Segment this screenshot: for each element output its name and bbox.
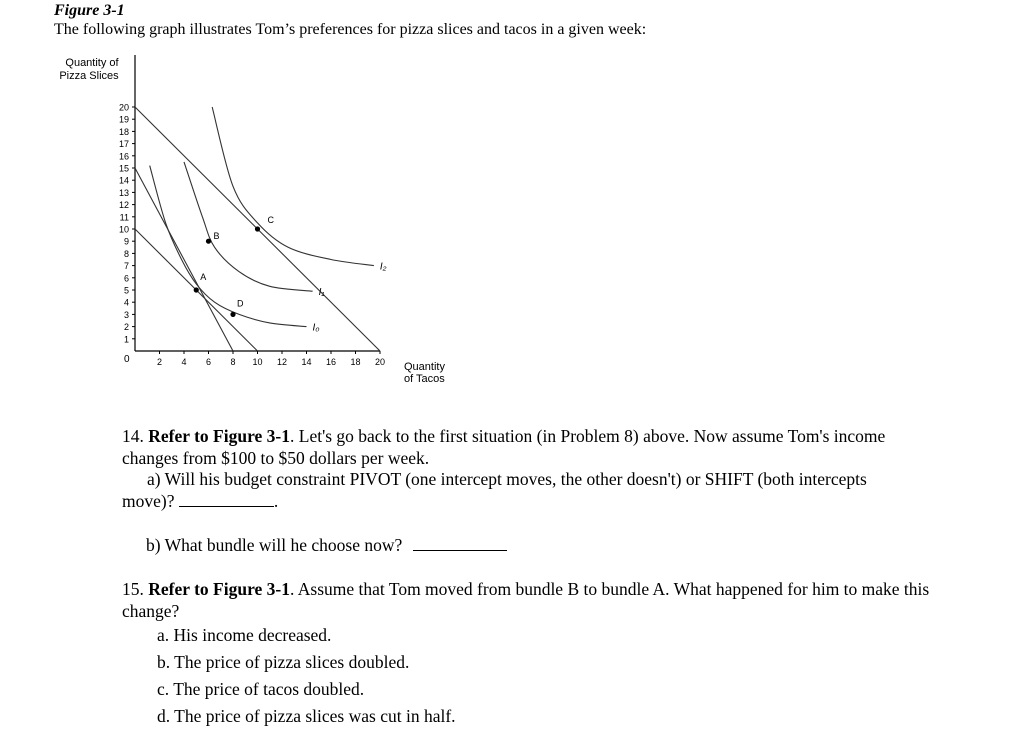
question-14b bbox=[146, 534, 507, 556]
q14b-text: b) What bundle will he choose now? bbox=[146, 535, 403, 555]
bundle-point bbox=[194, 287, 199, 292]
figure-caption: The following graph illustrates Tom’s preferences for pizza slices and tacos in a given week: bbox=[54, 21, 647, 38]
x-tick-label: 2 bbox=[156, 357, 163, 367]
y-tick-label: 11 bbox=[119, 212, 129, 223]
y-tick-label: 1 bbox=[123, 334, 129, 345]
y-tick-label: 19 bbox=[118, 114, 129, 125]
y-axis-label-line2: Pizza Slices bbox=[59, 70, 119, 82]
x-tick-label: 10 bbox=[252, 357, 263, 367]
q14-number: 14. bbox=[122, 426, 144, 446]
bundle-label: B bbox=[213, 231, 220, 242]
question-14a bbox=[122, 468, 922, 512]
q14a-answer-blank[interactable] bbox=[179, 492, 274, 507]
y-tick-label: 18 bbox=[118, 126, 129, 137]
y-tick-label: 10 bbox=[118, 224, 129, 235]
y-tick-label: 14 bbox=[118, 175, 129, 186]
y-tick-label: 6 bbox=[123, 273, 129, 284]
q14a-period: . bbox=[273, 491, 279, 511]
y-tick-label: 5 bbox=[123, 285, 129, 296]
y-tick-label: 2 bbox=[123, 322, 129, 333]
q14-ref: Refer to Figure 3-1 bbox=[148, 426, 290, 446]
x-tick-label: 12 bbox=[276, 357, 288, 367]
chart-axes bbox=[135, 55, 380, 351]
question-15 bbox=[122, 578, 942, 622]
x-axis-label-line1: Quantity bbox=[404, 361, 445, 373]
y-tick-label: 8 bbox=[123, 248, 129, 259]
y-axis-label-line1: Quantity of bbox=[65, 57, 119, 69]
bundle-point bbox=[206, 239, 211, 244]
chart-bundles bbox=[194, 215, 275, 317]
q14a-text: a) Will his budget constraint PIVOT (one intercept moves, the other doesn't) or SHIFT (both intercepts move)? bbox=[122, 469, 867, 511]
y-tick-label: 9 bbox=[123, 236, 129, 247]
y-tick-label: 13 bbox=[118, 187, 129, 198]
y-tick-label: 17 bbox=[118, 139, 129, 150]
x-tick-label: 14 bbox=[301, 357, 312, 367]
indifference-curve-label: I₂ bbox=[379, 261, 387, 273]
q15-option-d[interactable]: d. The price of pizza slices was cut in half. bbox=[157, 706, 456, 726]
y-tick-label: 15 bbox=[118, 163, 129, 174]
indifference-curve bbox=[212, 107, 374, 266]
q15-text: . Assume that Tom moved from bundle B to bundle A. What happened for him to make this change? bbox=[122, 579, 930, 621]
q14-text: . Let's go back to the first situation (in Problem 8) above. Now assume Tom's income changes from $100 to $50 dollars per week. bbox=[122, 426, 886, 468]
q15-option-b[interactable]: b. The price of pizza slices doubled. bbox=[157, 652, 410, 672]
bundle-point bbox=[255, 226, 260, 231]
indifference-curve-chart bbox=[0, 0, 470, 395]
bundle-label: C bbox=[267, 215, 274, 225]
x-tick-label: 4 bbox=[181, 357, 187, 367]
q15-ref: Refer to Figure 3-1 bbox=[148, 579, 290, 599]
chart-ticks bbox=[119, 103, 385, 368]
y-tick-label: 16 bbox=[118, 151, 129, 162]
question-14 bbox=[122, 425, 922, 469]
x-tick-label: 18 bbox=[350, 357, 361, 367]
bundle-label: D bbox=[237, 298, 244, 309]
x-axis-label-line2: of Tacos bbox=[404, 373, 445, 385]
q15-option-a[interactable]: a. His income decreased. bbox=[157, 625, 332, 645]
q14b-answer-blank[interactable] bbox=[413, 536, 507, 551]
y-tick-label: 20 bbox=[118, 102, 129, 113]
indifference-curve bbox=[150, 166, 307, 327]
indifference-curve-label: I₀ bbox=[312, 322, 320, 334]
bundle-point bbox=[230, 312, 235, 317]
y-tick-label: 3 bbox=[123, 309, 129, 320]
x-tick-label: 20 bbox=[374, 357, 386, 367]
q15-number: 15. bbox=[122, 579, 144, 599]
budget-line bbox=[135, 168, 233, 351]
x-tick-label: 16 bbox=[325, 357, 337, 367]
figure-label: Figure 3-1 bbox=[54, 2, 125, 19]
origin-label: 0 bbox=[124, 354, 130, 365]
y-tick-label: 4 bbox=[123, 297, 129, 308]
x-tick-label: 6 bbox=[205, 357, 212, 367]
y-tick-label: 12 bbox=[118, 200, 129, 211]
bundle-label: A bbox=[200, 272, 207, 282]
q15-option-c[interactable]: c. The price of tacos doubled. bbox=[157, 679, 365, 699]
x-tick-label: 8 bbox=[230, 357, 236, 367]
indifference-curve-label: I₁ bbox=[318, 287, 325, 299]
y-tick-label: 7 bbox=[123, 261, 129, 272]
